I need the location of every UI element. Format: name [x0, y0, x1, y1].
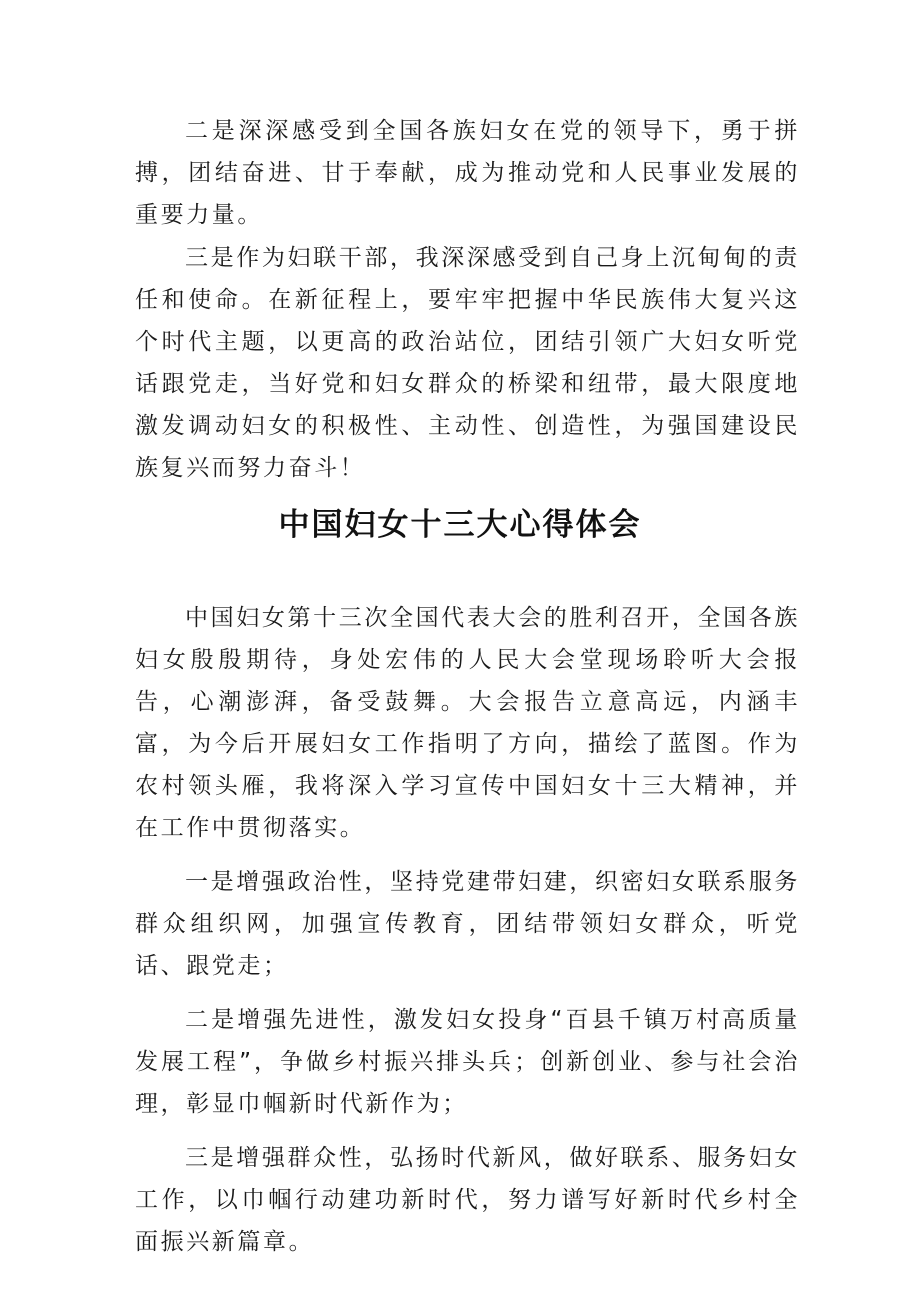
paragraph-third-point: 三是作为妇联干部，我深深感受到自己身上沉甸甸的责任和使命。在新征程上，要牢牢把握中华民族伟大复兴这个时代主题，以更高的政治站位，团结引领广大妇女听党话跟党走，当好党和妇女群众的桥梁和纽带，最大限度地激发调动妇女的积极性、主动性、创造性，为强国建设民族复兴而努力奋斗！	[135, 245, 800, 481]
top-section	[135, 110, 800, 489]
paragraph-point-three: 三是增强群众性，弘扬时代新风，做好联系、服务妇女工作，以巾帼行动建功新时代，努力谱写好新时代乡村全面振兴新篇章。	[135, 1145, 800, 1255]
paragraph-point-one: 一是增强政治性，坚持党建带妇建，织密妇女联系服务群众组织网，加强宣传教育，团结带领妇女群众，听党话、跟党走；	[135, 869, 800, 979]
paragraph-point-two: 二是增强先进性，激发妇女投身“百县千镇万村高质量发展工程”，争做乡村振兴排头兵；创新创业、参与社会治理，彰显巾帼新时代新作为；	[135, 1007, 800, 1117]
paragraph-intro: 中国妇女第十三次全国代表大会的胜利召开，全国各族妇女殷殷期待，身处宏伟的人民大会堂现场聆听大会报告，心潮澎湃，备受鼓舞。大会报告立意高远，内涵丰富，为今后开展妇女工作指明了方向，描绘了蓝图。作为农村领头雁，我将深入学习宣传中国妇女十三大精神，并在工作中贯彻落实。	[135, 605, 800, 841]
article-title: 中国妇女十三大心得体会	[278, 507, 642, 543]
article-body	[135, 597, 800, 1263]
paragraph-second-point: 二是深深感受到全国各族妇女在党的领导下，勇于拼搏，团结奋进、甘于奉献，成为推动党和人民事业发展的重要力量。	[135, 118, 800, 228]
